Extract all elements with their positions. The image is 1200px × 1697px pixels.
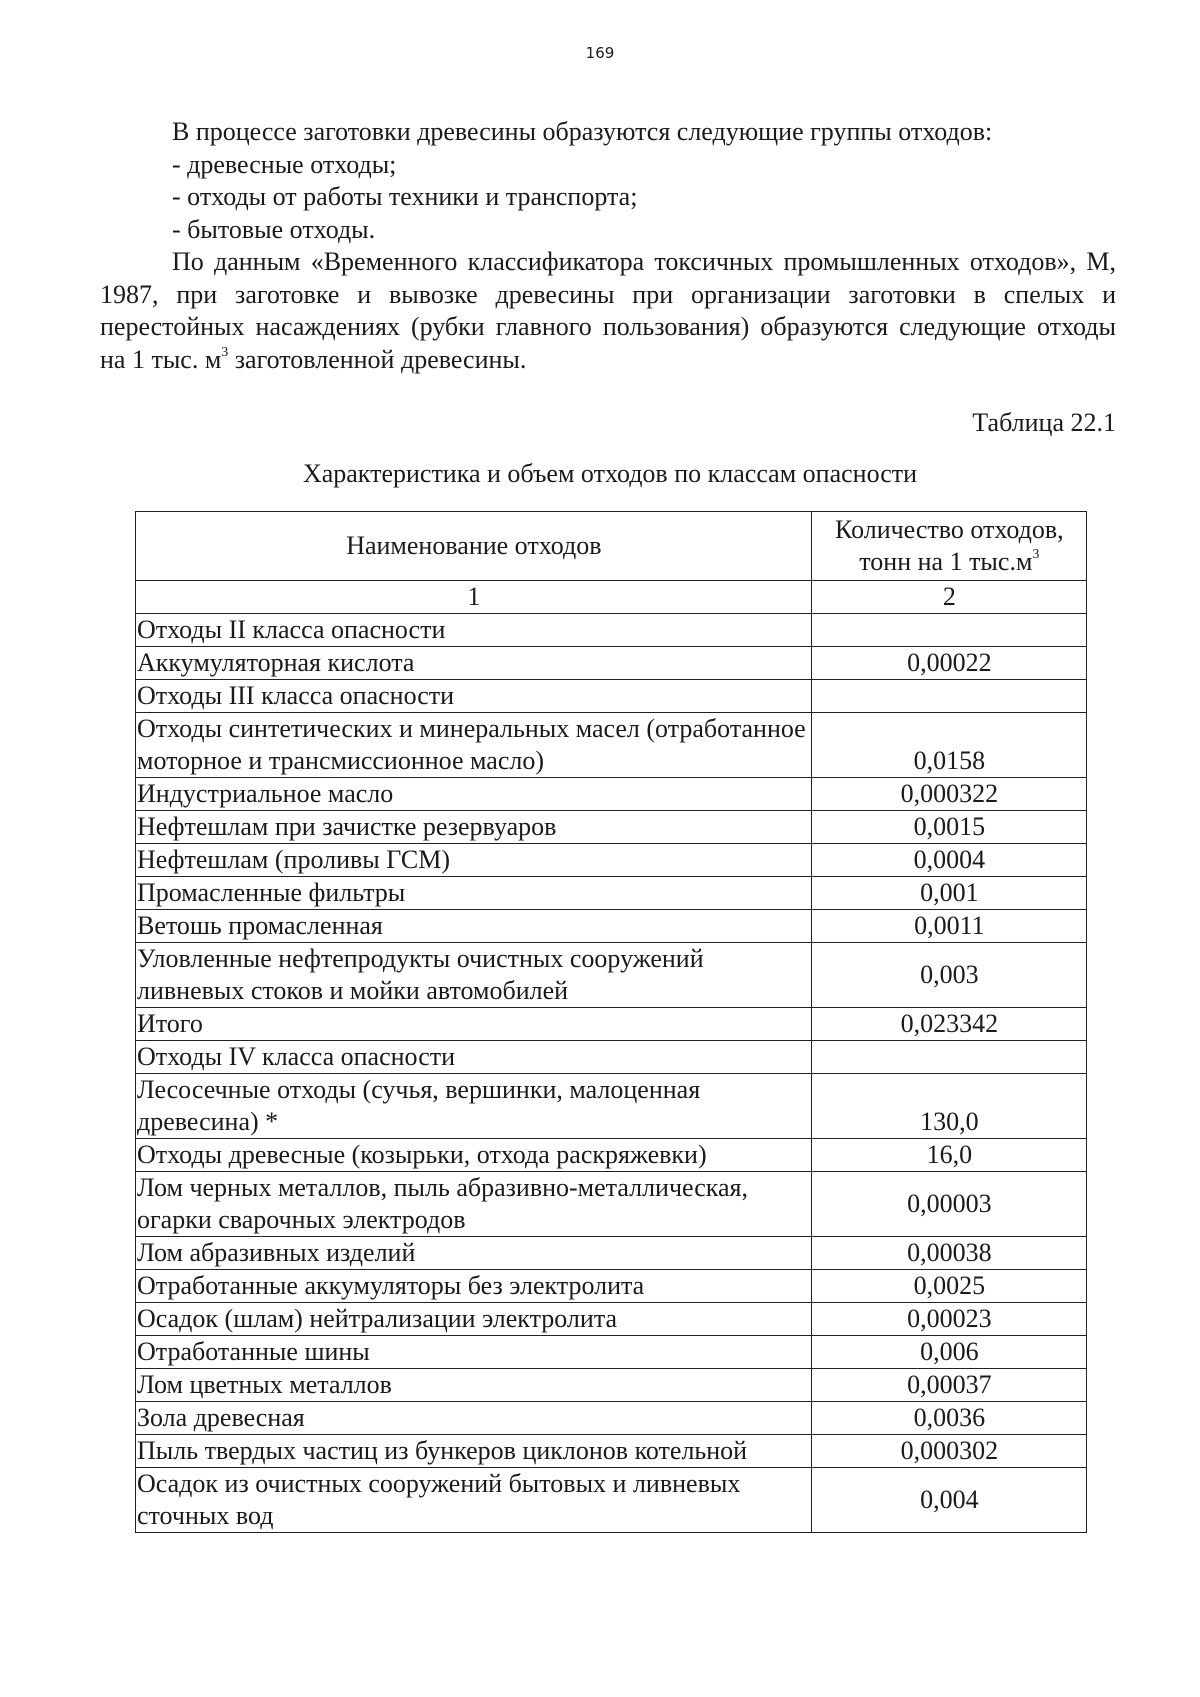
waste-name-cell: Индустриальное масло [136,778,812,811]
waste-quantity-cell: 0,0015 [811,811,1086,844]
table-row [136,1237,1087,1270]
table-row [136,1468,1087,1533]
header-qty-line1: Количество отходов, [835,515,1064,544]
table-row [136,1172,1087,1237]
table-header-row [136,512,1087,581]
waste-quantity-cell: 0,00022 [811,647,1086,680]
waste-quantity-cell: 0,006 [811,1336,1086,1369]
paragraph-end: заготовленной древесины. [228,344,527,374]
waste-quantity-cell: 0,0004 [811,844,1086,877]
table-row [136,844,1087,877]
header-name-cell: Наименование отходов [136,512,812,581]
waste-name-cell: Осадок из очистных сооружений бытовых и ливневых сточных вод [136,1468,812,1533]
waste-quantity-cell [811,680,1086,713]
waste-quantity-cell [811,1041,1086,1074]
table-body [136,512,1087,1533]
waste-quantity-cell: 0,000302 [811,1435,1086,1468]
waste-name-cell: Отходы синтетических и минеральных масел (отработанное моторное и трансмиссионное масло) [136,713,812,778]
waste-quantity-cell: 0,0158 [811,713,1086,778]
waste-name-cell: Аккумуляторная кислота [136,647,812,680]
table-row [136,910,1087,943]
waste-quantity-cell: 0,0025 [811,1270,1086,1303]
table-row [136,1270,1087,1303]
list-item: - бытовые отходы. [172,214,376,244]
waste-name-cell: Зола древесная [136,1402,812,1435]
waste-name-cell: Отходы II класса опасности [136,614,812,647]
waste-quantity-cell: 0,00003 [811,1172,1086,1237]
column-number: 1 [136,581,812,614]
waste-name-cell: Ветошь промасленная [136,910,812,943]
table-row [136,811,1087,844]
table-row [136,943,1087,1008]
table-row [136,1139,1087,1172]
waste-name-cell: Нефтешлам (проливы ГСМ) [136,844,812,877]
table-row [136,614,1087,647]
table-row [136,680,1087,713]
waste-name-cell: Отработанные шины [136,1336,812,1369]
paragraph-text: По данным «Временного классификатора токсичных промышленных отходов», М, 1987, при заготовке и вывозке древесины при организации заготовки в спелых и перестойных насаждениях (рубки главного пользования) образуются следующие отходы на 1 тыс. м [100,247,1116,374]
waste-name-cell: Отходы III класса опасности [136,680,812,713]
page-number: 169 [585,44,615,62]
column-number-row [136,581,1087,614]
waste-quantity-cell: 0,001 [811,877,1086,910]
intro-line: В процессе заготовки древесины образуются следующие группы отходов: [172,117,993,146]
waste-name-cell: Уловленные нефтепродукты очистных сооружений ливневых стоков и мойки автомобилей [136,943,812,1008]
table-row [136,1402,1087,1435]
waste-quantity-cell: 0,023342 [811,1008,1086,1041]
header-qty-cell [811,512,1086,581]
waste-table [135,511,1087,1533]
table-title: Характеристика и объем отходов по классам опасности [302,459,918,488]
waste-quantity-cell: 0,00038 [811,1237,1086,1270]
waste-quantity-cell: 0,00023 [811,1303,1086,1336]
waste-quantity-cell: 0,003 [811,943,1086,1008]
waste-quantity-cell [811,614,1086,647]
table-row [136,778,1087,811]
waste-quantity-cell: 130,0 [811,1074,1086,1139]
table-row [136,713,1087,778]
waste-quantity-cell: 0,0011 [811,910,1086,943]
waste-name-cell: Отходы IV класса опасности [136,1041,812,1074]
column-number: 2 [811,581,1086,614]
table-row [136,647,1087,680]
intro-text [100,116,1116,376]
waste-quantity-cell: 0,004 [811,1468,1086,1533]
waste-quantity-cell: 16,0 [811,1139,1086,1172]
waste-name-cell: Лом абразивных изделий [136,1237,812,1270]
waste-quantity-cell: 0,00037 [811,1369,1086,1402]
waste-name-cell: Лом цветных металлов [136,1369,812,1402]
list-item: - отходы от работы техники и транспорта; [172,182,638,211]
waste-name-cell: Нефтешлам при зачистке резервуаров [136,811,812,844]
waste-name-cell: Итого [136,1008,812,1041]
table-row [136,1008,1087,1041]
superscript: 3 [221,344,229,360]
table-row [136,1074,1087,1139]
superscript: 3 [1032,547,1040,563]
table-row [136,1369,1087,1402]
waste-name-cell: Отработанные аккумуляторы без электролита [136,1270,812,1303]
table-row [136,1303,1087,1336]
waste-name-cell: Пыль твердых частиц из бункеров циклонов котельной [136,1435,812,1468]
waste-name-cell: Промасленные фильтры [136,877,812,910]
waste-name-cell: Лом черных металлов, пыль абразивно-металлическая, огарки сварочных электродов [136,1172,812,1237]
table-row [136,1336,1087,1369]
waste-name-cell: Лесосечные отходы (сучья, вершинки, малоценная древесина) * [136,1074,812,1139]
list-item: - древесные отходы; [172,149,397,179]
table-row [136,1041,1087,1074]
waste-name-cell: Отходы древесные (козырьки, отхода раскряжевки) [136,1139,812,1172]
waste-quantity-cell: 0,000322 [811,778,1086,811]
waste-quantity-cell: 0,0036 [811,1402,1086,1435]
table-row [136,877,1087,910]
header-qty-line2: тонн на 1 тыс.м [859,547,1033,576]
waste-name-cell: Осадок (шлам) нейтрализации электролита [136,1303,812,1336]
table-label: Таблица 22.1 [972,408,1116,437]
intro-paragraph [100,246,1116,376]
table-row [136,1435,1087,1468]
